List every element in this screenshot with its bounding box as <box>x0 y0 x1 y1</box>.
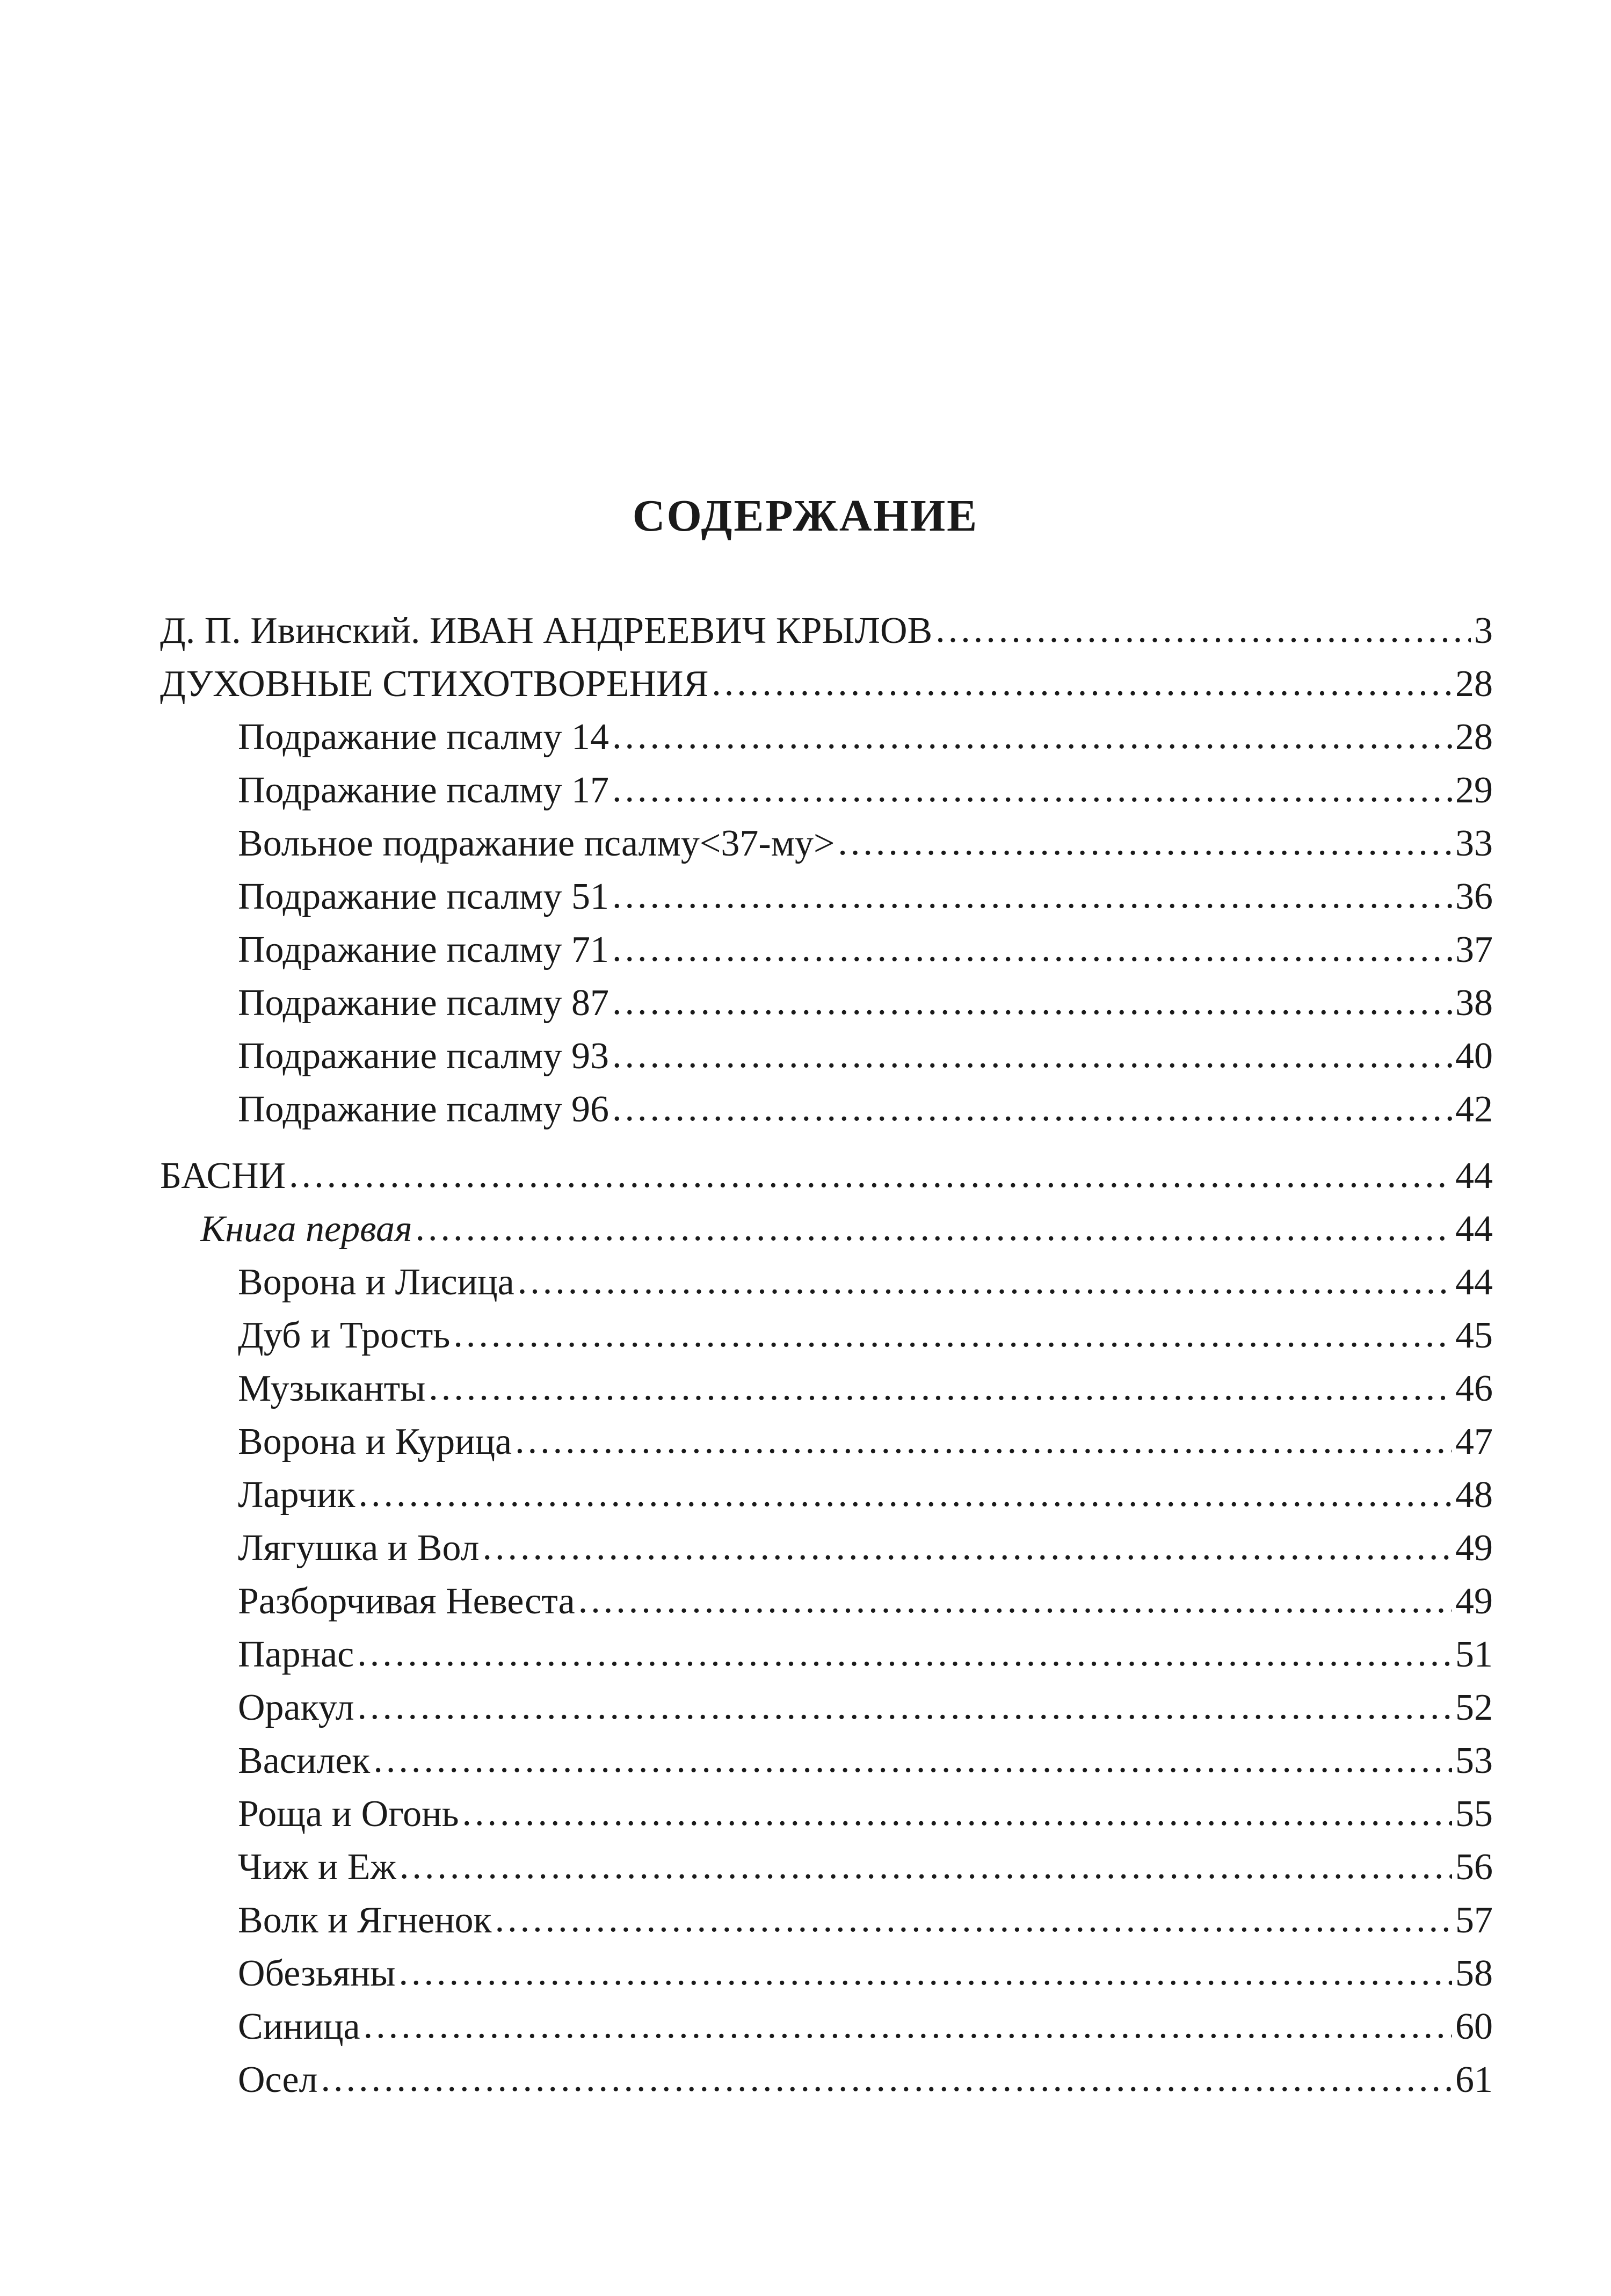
dot-leader <box>364 1999 1452 2052</box>
dot-leader <box>515 1414 1452 1467</box>
toc-entry-page-number: 55 <box>1455 1793 1493 1835</box>
toc-entry <box>160 870 1493 923</box>
toc-entry-title: Ворона и Лисица <box>238 1262 514 1303</box>
toc-entry-title: Подражание псалму 96 <box>238 1089 609 1130</box>
toc-entry-page-number: 53 <box>1455 1740 1493 1781</box>
toc-entry <box>160 1628 1493 1681</box>
toc-entry-page-number: 40 <box>1455 1035 1493 1077</box>
dot-leader <box>416 1201 1452 1255</box>
toc-entry <box>160 657 1493 711</box>
dot-leader <box>495 1893 1452 1946</box>
toc-entry-title: Подражание псалму 51 <box>238 876 609 917</box>
toc-entry-title: Д. П. Ивинский. ИВАН АНДРЕЕВИЧ КРЫЛОВ <box>160 610 933 651</box>
toc-entry-page-number: 57 <box>1455 1900 1493 1941</box>
toc-entry-page-number: 60 <box>1455 2006 1493 2047</box>
toc-entry-page-number: 58 <box>1455 1953 1493 1994</box>
toc-entry-page-number: 42 <box>1455 1089 1493 1130</box>
dot-leader <box>612 869 1452 922</box>
toc-entry-page-number: 56 <box>1455 1846 1493 1888</box>
toc-entry <box>160 1947 1493 2000</box>
toc-entry-page-number: 44 <box>1455 1262 1493 1303</box>
toc-entry-title: Лягушка и Вол <box>238 1527 480 1569</box>
toc-entry-page-number: 44 <box>1455 1208 1493 1250</box>
dot-leader <box>289 1148 1452 1201</box>
toc-entry <box>160 764 1493 817</box>
toc-entry <box>160 2000 1493 2053</box>
dot-leader <box>612 1029 1452 1082</box>
toc-entry-title: БАСНИ <box>160 1155 286 1197</box>
toc-entry <box>160 2053 1493 2106</box>
dot-leader <box>612 709 1452 763</box>
toc-entry-page-number: 28 <box>1455 663 1493 705</box>
toc-entry-title: Музыканты <box>238 1368 426 1409</box>
toc-entry-title: Подражание псалму 93 <box>238 1035 609 1077</box>
toc-entry <box>160 1468 1493 1522</box>
toc-entry-title: Разборчивая Невеста <box>238 1581 575 1622</box>
dot-leader <box>712 656 1452 709</box>
dot-leader <box>373 1733 1452 1786</box>
toc-entry-page-number: 28 <box>1455 716 1493 758</box>
toc-entry <box>160 1083 1493 1136</box>
table-of-contents <box>160 604 1493 2106</box>
toc-entry <box>160 1415 1493 1468</box>
toc-entry-page-number: 49 <box>1455 1581 1493 1622</box>
dot-leader <box>357 1627 1452 1680</box>
toc-entry-page-number: 3 <box>1474 610 1493 651</box>
dot-leader <box>612 1082 1452 1135</box>
dot-leader <box>612 763 1452 816</box>
toc-entry-page-number: 45 <box>1455 1315 1493 1356</box>
dot-leader <box>462 1786 1452 1839</box>
dot-leader <box>612 975 1452 1029</box>
dot-leader <box>400 1839 1452 1893</box>
toc-entry-page-number: 46 <box>1455 1368 1493 1409</box>
dot-leader <box>321 2052 1452 2105</box>
toc-entry <box>160 817 1493 870</box>
toc-entry <box>160 923 1493 976</box>
toc-entry-title: Подражание псалму 87 <box>238 982 609 1024</box>
toc-entry-title: Василек <box>238 1740 371 1781</box>
dot-leader <box>838 816 1452 869</box>
toc-entry-page-number: 52 <box>1455 1687 1493 1728</box>
toc-entry <box>160 1894 1493 1947</box>
toc-entry <box>160 1030 1493 1083</box>
toc-entry-title: Ворона и Курица <box>238 1421 512 1462</box>
toc-entry-title: Чиж и Еж <box>238 1846 396 1888</box>
dot-leader <box>935 603 1471 656</box>
toc-entry-title: Подражание псалму 71 <box>238 929 609 970</box>
toc-entry <box>160 1841 1493 1894</box>
toc-entry <box>160 1362 1493 1415</box>
toc-entry <box>160 1575 1493 1628</box>
toc-entry-title: Книга первая <box>200 1208 412 1250</box>
dot-leader <box>358 1467 1452 1520</box>
toc-entry-page-number: 29 <box>1455 770 1493 811</box>
toc-entry-title: Парнас <box>238 1634 354 1675</box>
toc-entry-page-number: 33 <box>1455 823 1493 864</box>
toc-entry-page-number: 51 <box>1455 1634 1493 1675</box>
toc-entry-page-number: 49 <box>1455 1527 1493 1569</box>
toc-entry-title: Дуб и Трость <box>238 1315 451 1356</box>
toc-entry <box>160 711 1493 764</box>
dot-leader <box>518 1255 1452 1308</box>
toc-entry-title: Оракул <box>238 1687 354 1728</box>
toc-entry <box>160 1309 1493 1362</box>
dot-leader <box>398 1946 1452 1999</box>
toc-entry-page-number: 44 <box>1455 1155 1493 1197</box>
dot-leader <box>578 1574 1452 1627</box>
dot-leader <box>453 1308 1452 1361</box>
toc-entry-title: Волк и Ягненок <box>238 1900 492 1941</box>
toc-entry-page-number: 37 <box>1455 929 1493 970</box>
toc-entry <box>160 976 1493 1030</box>
toc-entry-title: Синица <box>238 2006 360 2047</box>
toc-entry <box>160 1256 1493 1309</box>
toc-entry-page-number: 47 <box>1455 1421 1493 1462</box>
toc-entry-title: ДУХОВНЫЕ СТИХОТВОРЕНИЯ <box>160 663 709 705</box>
toc-entry-title: Вольное подражание псалму<37-му> <box>238 823 835 864</box>
dot-leader <box>482 1520 1452 1574</box>
toc-entry <box>160 1522 1493 1575</box>
page-title: СОДЕРЖАНИЕ <box>632 491 979 541</box>
toc-entry-title: Осел <box>238 2059 318 2101</box>
toc-entry <box>160 1681 1493 1734</box>
toc-entry-page-number: 38 <box>1455 982 1493 1024</box>
toc-entry <box>160 1203 1493 1256</box>
toc-entry-title: Ларчик <box>238 1474 355 1516</box>
toc-entry-page-number: 48 <box>1455 1474 1493 1516</box>
dot-leader <box>612 922 1452 975</box>
toc-entry <box>160 1787 1493 1841</box>
toc-entry-title: Роща и Огонь <box>238 1793 459 1835</box>
toc-entry-title: Подражание псалму 14 <box>238 716 609 758</box>
toc-entry-title: Подражание псалму 17 <box>238 770 609 811</box>
toc-entry-page-number: 36 <box>1455 876 1493 917</box>
toc-entry <box>160 1734 1493 1787</box>
toc-entry-title: Обезьяны <box>238 1953 396 1994</box>
dot-leader <box>358 1680 1453 1733</box>
toc-entry <box>160 1149 1493 1203</box>
toc-entry-page-number: 61 <box>1455 2059 1493 2101</box>
dot-leader <box>429 1361 1452 1414</box>
toc-entry <box>160 604 1493 657</box>
